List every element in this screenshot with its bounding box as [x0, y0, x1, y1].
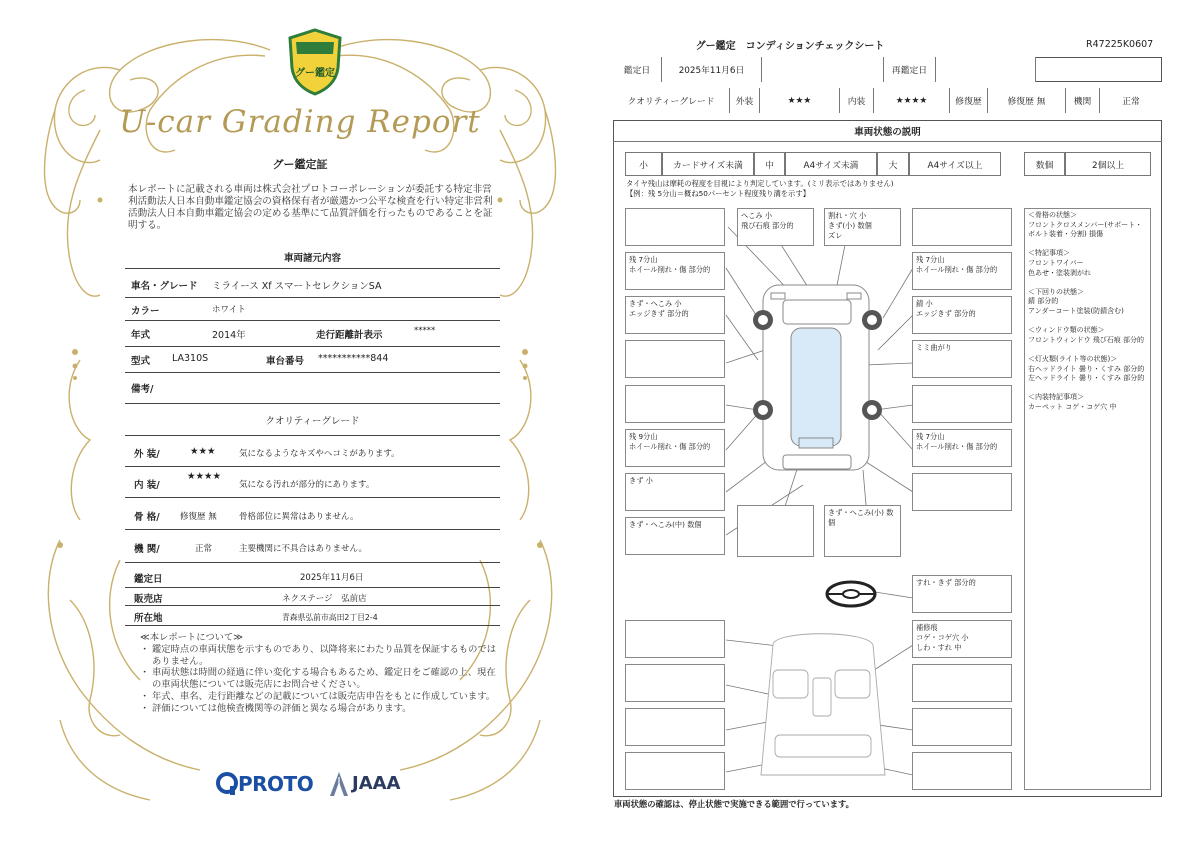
- model-value: LA310S: [172, 353, 209, 364]
- sheet-title: グー鑑定 コンディションチェックシート: [695, 41, 885, 52]
- date-value: 2025年11月6日: [300, 573, 364, 583]
- interior-text: 気になる汚れが部分的にあります。: [239, 480, 375, 490]
- name-label: 車名・グレード: [131, 281, 198, 292]
- note-left-rear: きず 小: [625, 473, 725, 511]
- frame-text: 骨格部位に異常はありません。: [239, 512, 359, 522]
- interior-label: 内 装/: [134, 480, 160, 491]
- size-small-text: カードサイズ未満: [662, 152, 754, 176]
- note-rear-bumper: きず・へこみ(小) 数個: [824, 505, 901, 557]
- year-value: 2014年: [212, 330, 246, 341]
- divider: [125, 529, 500, 530]
- chassis-value: ***********844: [318, 353, 389, 364]
- divider: [125, 346, 500, 347]
- date-label: 鑑定日: [613, 57, 662, 82]
- divider: [125, 605, 500, 606]
- divider: [125, 625, 500, 626]
- divider: [125, 403, 500, 404]
- divider: [125, 268, 500, 269]
- proto-logo-icon: [216, 772, 238, 796]
- divider: [125, 320, 500, 321]
- note-box: [625, 708, 725, 746]
- exterior-stars: ★★★: [760, 88, 840, 113]
- report-notes: [140, 632, 500, 715]
- note-box: [625, 620, 725, 658]
- goo-kantei-badge: [286, 28, 344, 96]
- note-box: [625, 664, 725, 702]
- engine-status: 正常: [195, 544, 213, 554]
- repair-value: 修復歴 無: [988, 88, 1066, 113]
- frame-status: 修復歴 無: [180, 512, 217, 522]
- note-box: [625, 340, 725, 378]
- note-right-front: 錆 小 エッジきず 部分的: [912, 296, 1012, 334]
- repair-label: 修復歴: [950, 88, 988, 113]
- frame-label: 骨 格/: [134, 512, 160, 523]
- color-label: カラー: [131, 306, 160, 317]
- size-mid-text: A4サイズ未満: [785, 152, 877, 176]
- note-box: [912, 752, 1012, 790]
- name-value: ミライース Xf スマートセレクションSA: [212, 281, 382, 292]
- script-title: U-car Grading Report: [119, 104, 481, 140]
- notes-title: ≪本レポートについて≫: [140, 632, 243, 643]
- chassis-label: 車台番号: [266, 356, 305, 367]
- interior-stars: ★★★★: [874, 88, 950, 113]
- exterior-stars: ★★★: [190, 446, 216, 457]
- note-box: [912, 473, 1012, 511]
- exterior-text: 気になるようなキズやヘコミがあります。: [239, 449, 400, 459]
- mileage-label: 走行距離計表示: [316, 330, 383, 341]
- note-box: [625, 385, 725, 423]
- note-box: [912, 208, 1012, 246]
- note-rear-left-tire: 残 9分山 ホイール削れ・傷 部分的: [625, 429, 725, 467]
- note-steering: すれ・きず 部分的: [912, 575, 1012, 613]
- note-item: ・ 車両状態は時間の経過に伴い変化する場合もあるため、鑑定日をご確認の上、現在の車両状態については販売店にお問合せください。: [140, 667, 500, 691]
- divider: [125, 497, 500, 498]
- state-title: 車両状態の説明: [613, 120, 1162, 142]
- empty-cell: [936, 57, 1036, 82]
- reinspect-label: 再鑑定日: [884, 57, 936, 82]
- note-seat: 補修痕 コゲ・コゲ穴 小 しわ・すれ 中: [912, 620, 1012, 658]
- engine-label: 機関: [1066, 88, 1100, 113]
- divider: [125, 562, 500, 563]
- empty-cell: [762, 57, 884, 82]
- divider: [125, 466, 500, 467]
- note-box: [912, 708, 1012, 746]
- remarks-label: 備考/: [131, 384, 154, 395]
- note-rear-right-tire: 残 7分山 ホイール削れ・傷 部分的: [912, 429, 1012, 467]
- interior-stars: ★★★★: [187, 471, 222, 482]
- year-label: 年式: [131, 330, 151, 341]
- note-right-fender: ミミ曲がり: [912, 340, 1012, 378]
- engine-label: 機 関/: [134, 544, 160, 555]
- note-box: [625, 208, 725, 246]
- size-large: 大: [877, 152, 909, 176]
- note-box: [912, 664, 1012, 702]
- shop-label: 販売店: [134, 594, 163, 605]
- address-label: 所在地: [134, 613, 163, 624]
- engine-text: 主要機関に不具合はありません。: [239, 544, 368, 554]
- note-front-bumper: 割れ・穴 小 きず(小) 数個 ズレ: [824, 208, 901, 246]
- tire-note-example: 【例：残 5分山＝概ね50パーセント程度残り溝を示す】: [626, 189, 810, 198]
- badge-label: グー鑑定: [295, 68, 335, 79]
- note-box: [737, 505, 814, 557]
- model-label: 型式: [131, 356, 151, 367]
- steering-wheel-icon: [827, 582, 875, 606]
- count-text: 2個以上: [1065, 152, 1151, 176]
- quality-label: クオリティーグレード: [613, 88, 730, 113]
- note-item: ・ 鑑定時点の車両状態を示すものであり、以降将来にわたり品質を保証するものではありません。: [140, 644, 500, 668]
- side-notes-panel: ＜骨格の状態＞ フロントクロスメンバー(サポート・ボルト装着・分割) 損傷 ＜特記事項＞ フロントワイパー 色あせ・塗装剥がれ ＜下回りの状態＞ 錆 部分的 アンダーコート塗装(防錆含む) ＜ウィンドウ類の状態＞ フロントウィンドウ 飛び石痕 部分的 ＜灯火類(ライト等の状態)＞ 右ヘッドライト 曇り・くすみ 部分的 左ヘッドライト 曇り・くすみ 部分的 ＜内装特記事項＞ カーペット コゲ・コゲ穴 中: [1024, 208, 1151, 790]
- note-item: ・ 年式、車名、走行距離などの記載については販売店申告をもとに作成しています。: [140, 691, 500, 703]
- size-mid: 中: [754, 152, 785, 176]
- certificate-title: グー鑑定証: [272, 158, 328, 171]
- size-small: 小: [625, 152, 662, 176]
- note-front-left-tire: 残 7分山 ホイール削れ・傷 部分的: [625, 252, 725, 290]
- footer-logos: [210, 768, 420, 802]
- note-box: [912, 385, 1012, 423]
- note-rear-left: きず・へこみ(中) 数個: [625, 517, 725, 555]
- divider: [125, 372, 500, 373]
- note-box: [625, 752, 725, 790]
- specs-section-title: 車両諸元内容: [283, 253, 341, 264]
- note-front-center: へこみ 小 飛び石痕 部分的: [737, 208, 814, 246]
- engine-value: 正常: [1100, 88, 1162, 113]
- jaaa-logo: JAAA: [352, 773, 401, 794]
- date-value: 2025年11月6日: [662, 57, 762, 82]
- certificate-body: 本レポートに記載される車両は株式会社プロトコーポレーションが委託する特定非営利活動法人日本自動車鑑定協会の資格保有者が厳選かつ公平な検査を行い特定非営利活動法人日本自動車鑑定協会の定める基準にて品質評価を行ったものであることを証明する。: [128, 184, 493, 231]
- count-label: 数個: [1024, 152, 1065, 176]
- exterior-label: 外 装/: [134, 449, 160, 460]
- shield-icon: [286, 28, 344, 96]
- address-value: 青森県弘前市高田2丁目2-4: [282, 613, 378, 622]
- tire-note: タイヤ残山は摩耗の程度を目視により判定しています。(ミリ表示ではありません): [626, 179, 894, 188]
- size-large-text: A4サイズ以上: [909, 152, 1001, 176]
- jaaa-logo-icon: [328, 771, 350, 797]
- divider: [125, 297, 500, 298]
- color-value: ホワイト: [212, 305, 246, 315]
- quality-section-title: クオリティーグレード: [265, 416, 360, 427]
- note-left-front: きず・へこみ 小 エッジきず 部分的: [625, 296, 725, 334]
- proto-logo: PROTO: [238, 772, 314, 796]
- interior-label: 内装: [840, 88, 874, 113]
- footer-note: 車両状態の確認は、停止状態で実施できる範囲で行っています。: [614, 799, 854, 809]
- divider: [125, 435, 500, 436]
- date-label: 鑑定日: [134, 574, 163, 585]
- mileage-value: *****: [414, 326, 436, 336]
- exterior-label: 外装: [730, 88, 760, 113]
- note-item: ・ 評価については他検査機関等の評価と異なる場合があります。: [140, 703, 500, 715]
- note-front-right-tire: 残 7分山 ホイール削れ・傷 部分的: [912, 252, 1012, 290]
- divider: [125, 587, 500, 588]
- shop-value: ネクステージ 弘前店: [282, 594, 367, 604]
- document-id: R47225K0607: [1086, 39, 1154, 50]
